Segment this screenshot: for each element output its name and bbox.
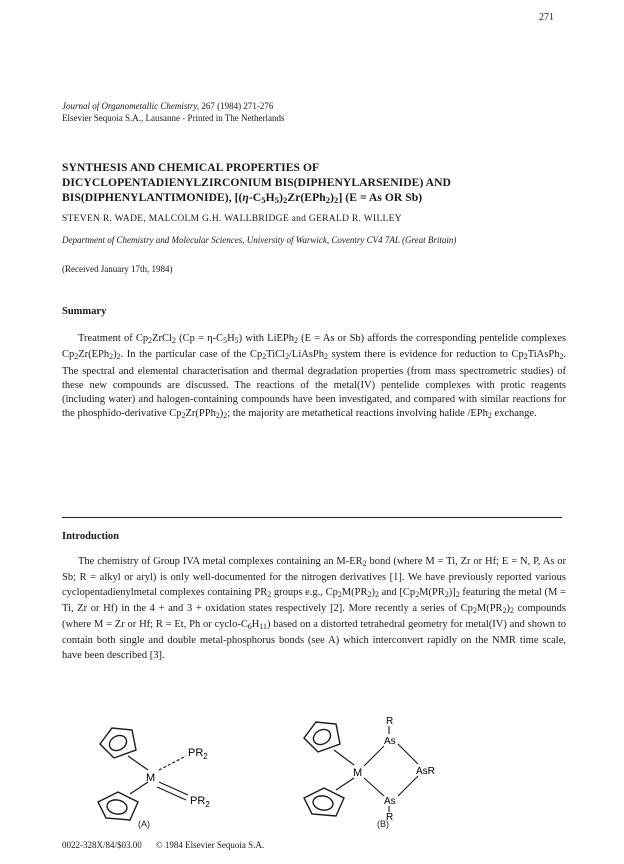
authors: STEVEN R. WADE, MALCOLM G.H. WALLBRIDGE and GERALD R. WILLEY bbox=[62, 214, 402, 224]
introduction-paragraph bbox=[62, 555, 566, 663]
asr-label: AsR bbox=[416, 766, 435, 777]
text: system there is evidence for reduction to Cp bbox=[327, 349, 524, 361]
text: TiCl bbox=[266, 349, 286, 361]
title-fragment: ) bbox=[330, 191, 335, 204]
text: compounds (where M = Zr or Hf; R = Et, Ph or cyclo-C bbox=[62, 602, 566, 631]
pr-text: PR bbox=[188, 747, 204, 759]
text: /LiAsPh bbox=[289, 349, 325, 361]
text: The chemistry of Group IVA metal complexes containing an M-ER bbox=[78, 556, 363, 567]
subscript: 2 bbox=[324, 352, 328, 362]
text: M(PR bbox=[419, 586, 445, 598]
text: and [Cp bbox=[378, 586, 416, 598]
subscript: 2 bbox=[502, 605, 507, 615]
double-bond-m-p-2 bbox=[157, 787, 186, 800]
title-eta: η bbox=[242, 191, 249, 204]
bond-ring-bottom-m bbox=[336, 778, 354, 790]
received-date: (Received January 17th, 1984) bbox=[62, 264, 173, 274]
pr2-bottom-label bbox=[190, 795, 210, 809]
pr2-top-label bbox=[188, 747, 208, 761]
bond-m-as-bottom bbox=[364, 778, 384, 796]
text: (Cp = η-C bbox=[175, 333, 224, 344]
subscript: 2 bbox=[455, 589, 460, 599]
subscript: 2 bbox=[472, 605, 477, 615]
subscript: 2 bbox=[487, 411, 492, 421]
bond-ring-top-m bbox=[128, 756, 148, 770]
text: Zr(EPh bbox=[78, 349, 110, 361]
metal-label: M bbox=[353, 767, 363, 779]
text: ZrCl bbox=[152, 333, 172, 344]
text: bond (where M = Ti, Zr or Hf; E = N, P, As or Sb; R = alkyl or aryl) is only well-documented for the nitrogen derivatives [1]. We have previously reported various cyclopentadienylmetal complexes containing PR bbox=[62, 556, 566, 598]
subscript: 2 bbox=[337, 589, 342, 599]
cyclopentadienyl-ring-top bbox=[100, 728, 136, 758]
subscript: 2 bbox=[267, 589, 272, 599]
text: H bbox=[251, 619, 260, 631]
text: H bbox=[227, 333, 235, 344]
issn-price: 0022-328X/84/$03.00 bbox=[62, 840, 142, 850]
subscript: 5 bbox=[223, 336, 228, 345]
subscript: 2 bbox=[559, 352, 564, 362]
as-bottom-label: As bbox=[384, 796, 396, 807]
subscript: 2 bbox=[374, 589, 379, 599]
title-subscript: 5 bbox=[261, 195, 266, 205]
title-line-3 bbox=[62, 190, 562, 208]
journal-citation bbox=[62, 100, 285, 112]
text: ; the majority are metathetical reactions involving halide /EPh bbox=[227, 408, 488, 420]
title-fragment: H bbox=[265, 191, 275, 204]
subscript: 6 bbox=[247, 622, 252, 632]
subscript: 2 bbox=[362, 559, 367, 568]
r-top-label: R bbox=[386, 716, 394, 727]
cyclopentadienyl-ring-bottom bbox=[98, 792, 138, 820]
page-number: 271 bbox=[539, 12, 554, 23]
summary-paragraph bbox=[62, 332, 566, 424]
footer bbox=[62, 840, 264, 850]
title-fragment: BIS(DIPHENYLANTIMONIDE), [( bbox=[62, 191, 243, 204]
subscript: 2 bbox=[262, 352, 267, 362]
pr-subscript: 2 bbox=[203, 752, 208, 761]
text: (E = As or Sb) affords the corresponding pentelide complexes Cp bbox=[62, 333, 566, 361]
text: . The spectral and elemental characterisation and thermal degradation properties (from mass spectrometric studies) of these new compounds are discussed. The reactions of the metal(IV) pentelide complexes with protic reagents (including water) and halogen-containing compounds have been investigated, and compared with similar reactions for the phosphido-derivative Cp bbox=[62, 349, 567, 420]
title-subscript: 2 bbox=[325, 195, 331, 205]
cyclopentadienyl-ring-top bbox=[304, 722, 340, 752]
text: groups e.g., Cp bbox=[271, 586, 338, 598]
subscript: 2 bbox=[510, 605, 514, 615]
subscript: 2 bbox=[116, 352, 121, 362]
subscript: 2 bbox=[285, 352, 289, 362]
title-subscript: 5 bbox=[274, 195, 280, 205]
subscript: 2 bbox=[367, 589, 372, 599]
text: ) based on a distorted tetrahedral geometry for metal(IV) and shown to contain both single and double metal-phosphorus bonds (see A) which interconvert rapidly on the NMR time scale, have been described [3]. bbox=[62, 619, 567, 661]
metal-label: M bbox=[146, 772, 156, 784]
copyright: © 1984 Elsevier Sequoia S.A. bbox=[155, 840, 265, 850]
structure-a-label: (A) bbox=[138, 819, 150, 829]
journal-header bbox=[62, 100, 285, 124]
text: TiAsPh bbox=[527, 349, 560, 361]
summary-heading: Summary bbox=[62, 306, 107, 317]
double-bond-m-p-1 bbox=[159, 782, 188, 795]
text: )] bbox=[448, 586, 456, 598]
text: . In the particular case of the Cp bbox=[120, 349, 263, 361]
bond-as-bottom-asr bbox=[398, 776, 418, 796]
subscript: 2 bbox=[171, 336, 176, 345]
text: Treatment of Cp bbox=[78, 333, 149, 344]
as-top-label: As bbox=[384, 736, 396, 747]
journal-name: Journal of Organometallic Chemistry, bbox=[62, 101, 200, 111]
journal-volume: 267 (1984) 271-276 bbox=[201, 101, 274, 111]
text: Zr(PPh bbox=[185, 408, 216, 420]
subscript: 2 bbox=[223, 411, 228, 421]
text: exchange. bbox=[491, 408, 537, 420]
pr-subscript: 2 bbox=[205, 800, 210, 809]
subscript: 2 bbox=[148, 336, 153, 345]
title-subscript: 2 bbox=[334, 195, 339, 205]
subscript: 2 bbox=[523, 352, 528, 362]
text: ) bbox=[506, 602, 510, 614]
single-bond-m-p bbox=[159, 756, 186, 770]
structure-b-label: (B) bbox=[377, 819, 389, 829]
subscript: 2 bbox=[109, 352, 114, 362]
title-fragment: -C bbox=[248, 191, 262, 204]
publisher-line: Elsevier Sequoia S.A., Lausanne - Printed in The Netherlands bbox=[62, 113, 285, 123]
affiliation: Department of Chemistry and Molecular Sciences, University of Warwick, Coventry CV4 7AL (Great Britain) bbox=[62, 235, 457, 245]
article-title bbox=[62, 160, 562, 208]
text: M(PR bbox=[476, 602, 503, 614]
title-fragment: ] (E = As OR Sb) bbox=[338, 191, 423, 204]
pr-text: PR bbox=[190, 795, 206, 807]
text: M(PR bbox=[341, 586, 368, 598]
text: featuring the metal (M = Ti, Zr or Hf) in the 4 + and 3 + oxidation states respectively [2]. More recently a series of Cp bbox=[62, 586, 566, 614]
title-fragment: Zr(EPh bbox=[287, 191, 326, 204]
text: ) bbox=[113, 349, 117, 361]
title-line-1: SYNTHESIS AND CHEMICAL PROPERTIES OF bbox=[62, 161, 320, 174]
section-divider bbox=[62, 517, 562, 518]
bond-m-as-top bbox=[364, 746, 384, 766]
structure-b-diagram bbox=[300, 710, 470, 820]
text: ) with LiEPh bbox=[238, 333, 294, 344]
subscript: 11 bbox=[259, 622, 267, 632]
subscript: 2 bbox=[215, 411, 220, 421]
subscript: 2 bbox=[74, 352, 79, 362]
subscript: 2 bbox=[294, 336, 298, 345]
subscript: 2 bbox=[415, 589, 420, 599]
bond-as-top-asr bbox=[398, 744, 418, 764]
cyclopentadienyl-ring-bottom bbox=[304, 788, 344, 816]
introduction-heading: Introduction bbox=[62, 531, 119, 542]
subscript: 5 bbox=[234, 336, 239, 345]
r-bottom-label: R bbox=[386, 812, 394, 820]
subscript: 2 bbox=[444, 589, 449, 599]
text: ) bbox=[219, 408, 224, 420]
bond-ring-top-m bbox=[334, 750, 354, 765]
title-line-2: DICYCLOPENTADIENYLZIRCONIUM BIS(DIPHENYLARSENIDE) AND bbox=[62, 176, 451, 189]
text: ) bbox=[371, 586, 375, 598]
title-subscript: 2 bbox=[283, 195, 288, 205]
structure-a-diagram bbox=[92, 722, 252, 827]
title-fragment: ) bbox=[279, 191, 283, 204]
subscript: 2 bbox=[181, 411, 186, 421]
